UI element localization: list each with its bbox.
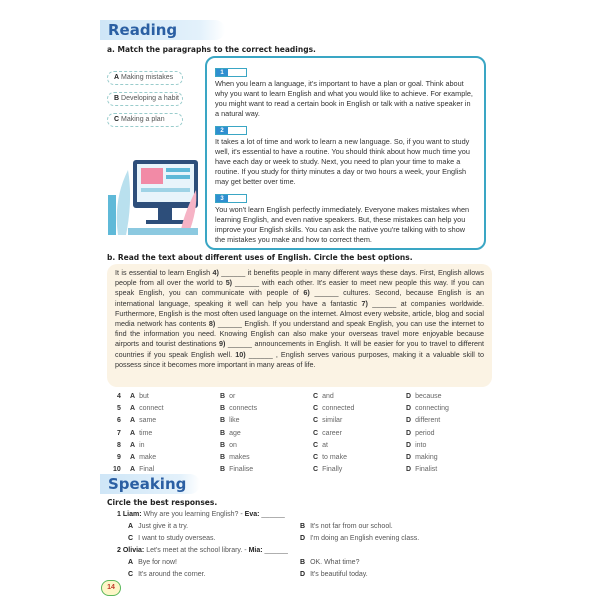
response-text: OK. What time? — [310, 559, 360, 566]
heading-text: Making a plan — [121, 116, 165, 123]
paragraph-number-box[interactable] — [215, 68, 247, 77]
option-text: and — [322, 393, 334, 400]
option-d[interactable] — [406, 393, 442, 400]
option-number: 9 — [117, 454, 121, 461]
question-responder: Mia: — [248, 547, 263, 554]
response-text: I'm doing an English evening class. — [310, 535, 420, 542]
option-letter: A — [130, 405, 136, 413]
heading-option — [107, 71, 183, 85]
option-letter: B — [220, 441, 226, 449]
option-b[interactable] — [220, 442, 237, 449]
question-n: 1 — [117, 511, 121, 518]
option-text: connected — [322, 405, 355, 413]
gap-number: 7) — [361, 298, 368, 308]
option-letter: D — [406, 417, 412, 425]
option-letter: C — [313, 429, 319, 437]
heading-option — [107, 113, 183, 127]
paragraph-number: 3 — [216, 195, 228, 202]
response-text: It's not far from our school. — [310, 523, 393, 530]
gap-number: 10) — [235, 349, 246, 359]
option-b[interactable] — [220, 430, 241, 437]
heading-text: Making mistakes — [121, 74, 174, 81]
option-letter: D — [406, 429, 412, 437]
speaking-title: Speaking — [100, 474, 200, 494]
option-text: to make — [322, 454, 347, 461]
option-c[interactable] — [313, 393, 334, 400]
option-d[interactable] — [406, 405, 449, 412]
option-a[interactable] — [130, 393, 149, 400]
text-segment: ______ announcements in English. It will be easier for you to travel to different countries if you speak English well. — [115, 339, 484, 359]
question-responder: Eva: — [244, 511, 260, 518]
option-text: Final — [139, 466, 155, 474]
response-text: I want to study overseas. — [138, 535, 216, 542]
option-text: Finalist — [415, 466, 438, 474]
option-letter: B — [220, 454, 226, 461]
response-letter: C — [128, 571, 134, 578]
instruction-a: a. Match the paragraphs to the correct headings. — [107, 45, 316, 54]
option-letter: B — [220, 393, 226, 400]
option-letter: B — [220, 466, 226, 474]
option-letter: C — [313, 417, 319, 425]
response-letter: A — [128, 523, 134, 530]
page-number: 14 — [101, 580, 121, 596]
option-text: in — [139, 441, 145, 449]
instruction-b: b. Read the text about different uses of English. Circle the best options. — [107, 253, 413, 262]
text-segment: ______ at companies worldwide. Furthermore, English is the most often used language on the internet. Almost every website, article, blog and social media network has contents — [115, 298, 484, 329]
question-speaker: Liam: — [122, 511, 142, 518]
question-n: 2 — [117, 547, 121, 554]
option-letter: D — [406, 441, 412, 449]
option-letter: C — [313, 454, 319, 461]
option-letter: A — [130, 454, 136, 461]
option-text: same — [139, 417, 157, 425]
speaking-instruction: Circle the best responses. — [107, 498, 218, 507]
option-text: like — [229, 417, 240, 425]
text-segment: It is essential to learn English — [115, 268, 213, 277]
option-a[interactable] — [130, 454, 156, 461]
option-text: connect — [139, 405, 164, 413]
option-text: or — [229, 393, 236, 400]
option-number: 6 — [117, 417, 121, 425]
response-letter: D — [300, 571, 306, 578]
heading-option — [107, 92, 183, 106]
option-letter: B — [220, 405, 226, 413]
paragraph-number: 1 — [216, 69, 228, 76]
gap-number: 4) — [212, 268, 219, 277]
option-a[interactable] — [130, 417, 156, 424]
option-number: 7 — [117, 429, 121, 437]
heading-text: Developing a habit — [121, 95, 180, 102]
option-letter: C — [313, 405, 319, 413]
option-letter: A — [130, 393, 136, 400]
option-d[interactable] — [406, 454, 438, 461]
option-text: connects — [229, 405, 258, 413]
option-letter: A — [130, 466, 136, 474]
response-letter: B — [300, 523, 306, 530]
question-speaker: Olivia: — [122, 547, 145, 554]
option-letter: B — [220, 429, 226, 437]
option-letter: D — [406, 454, 412, 461]
option-letter: D — [406, 393, 412, 400]
paragraph-text: You won't learn English perfectly immediately. Everyone makes mistakes when learning English, and even native speakers. But, these mistakes can help you improve your English skills. You can ask the native you're talking with to show the mistakes you make and how to correct them. — [215, 205, 470, 244]
response-letter: C — [128, 535, 134, 542]
option-c[interactable] — [313, 405, 354, 412]
response-c[interactable] — [128, 535, 216, 542]
option-text: but — [139, 393, 149, 400]
option-text: career — [322, 429, 342, 437]
text-segment: ______ cultures. Second, because English is an international language, speaking it well can help you have a fantastic — [115, 288, 484, 308]
question-q: Why are you learning English? - — [143, 511, 243, 518]
heading-letter: C — [114, 116, 120, 123]
option-d[interactable] — [406, 466, 437, 473]
response-letter: D — [300, 535, 306, 542]
option-a[interactable] — [130, 430, 152, 437]
text-segment: ______ , English serves various purposes, making it a valuable skill to possess since it becomes more important in many areas of life. — [115, 349, 484, 369]
gap-number: 9) — [219, 339, 226, 349]
response-text: Just give it a try. — [138, 523, 189, 530]
response-letter: B — [300, 559, 306, 566]
paragraph-number-box[interactable] — [215, 126, 247, 135]
option-c[interactable] — [313, 430, 342, 437]
option-text: Finally — [322, 466, 343, 474]
option-a[interactable] — [130, 405, 164, 412]
option-text: connecting — [415, 405, 449, 413]
response-text: It's around the corner. — [138, 571, 206, 578]
option-text: make — [139, 454, 157, 461]
option-text: into — [415, 441, 427, 449]
option-a[interactable] — [130, 466, 154, 473]
response-b[interactable] — [300, 559, 359, 566]
question-blank: ______ — [264, 547, 288, 554]
question-q: Let's meet at the school library. - — [146, 547, 247, 554]
option-d[interactable] — [406, 417, 440, 424]
option-a[interactable] — [130, 442, 145, 449]
text-segment: ______ English. If you understand and speak English, you can use the internet to find the information you need. Knowing English can also make your overseas travel more enjoyable because airports and tourist destinations — [115, 319, 484, 349]
response-c[interactable] — [128, 571, 206, 578]
option-number: 10 — [113, 466, 121, 474]
response-letter: A — [128, 559, 134, 566]
option-d[interactable] — [406, 430, 435, 437]
gap-number: 8) — [208, 319, 216, 329]
paragraph-number: 2 — [216, 127, 228, 134]
response-d[interactable] — [300, 535, 419, 542]
option-b[interactable] — [220, 393, 235, 400]
option-c[interactable] — [313, 454, 347, 461]
response-b[interactable] — [300, 523, 393, 530]
option-text: making — [415, 454, 438, 461]
option-text: age — [229, 429, 241, 437]
option-letter: A — [130, 417, 136, 425]
option-text: period — [415, 429, 435, 437]
option-letter: C — [313, 466, 319, 474]
option-c[interactable] — [313, 442, 328, 449]
question-blank: ______ — [261, 511, 285, 518]
option-number: 4 — [117, 393, 121, 400]
response-a[interactable] — [128, 559, 177, 566]
option-letter: B — [220, 417, 226, 425]
option-text: Finalise — [229, 466, 254, 474]
speaking-question — [117, 511, 285, 518]
paragraph-text: When you learn a language, it's important to have a plan or goal. Think about why you want to learn English and what you would like to achieve. For example, you might want to read a certain book in English or talk with a native speaker in a natural way. — [215, 79, 473, 118]
gap-fill-text — [107, 264, 492, 387]
paragraphs-box — [205, 56, 486, 250]
option-letter: C — [313, 441, 319, 449]
option-b[interactable] — [220, 417, 240, 424]
paragraph-number-box[interactable] — [215, 194, 247, 203]
option-letter: D — [406, 466, 412, 474]
text-segment: ______ with each other. It's easier to meet new people this way. If you can speak English, you can communicate with people of — [115, 278, 484, 298]
option-text: on — [229, 441, 237, 449]
option-text: time — [139, 429, 153, 437]
option-text: at — [322, 441, 328, 449]
option-c[interactable] — [313, 417, 342, 424]
option-number: 8 — [117, 441, 121, 449]
option-text: because — [415, 393, 442, 400]
response-a[interactable] — [128, 523, 188, 530]
gap-number: 6) — [303, 288, 310, 298]
paragraph-text: It takes a lot of time and work to learn a new language. So, if you want to study well, it's essential to have a routine. You should think about how much time you have each day or week to study. Next, you need to plan your time to make a routine. If you study for thirty minutes a day or two hours a week, your English may get better over time. — [215, 137, 470, 186]
option-text: makes — [229, 454, 250, 461]
speaking-question — [117, 547, 288, 554]
option-letter: A — [130, 429, 136, 437]
option-number: 5 — [117, 405, 121, 413]
heading-letter: B — [114, 95, 120, 102]
gap-number: 5) — [225, 278, 233, 288]
heading-letter: A — [114, 74, 120, 81]
option-b[interactable] — [220, 454, 250, 461]
option-text: different — [415, 417, 441, 425]
response-text: Bye for now! — [138, 559, 177, 566]
reading-title: Reading — [100, 20, 225, 40]
option-b[interactable] — [220, 466, 253, 473]
response-text: It's beautiful today. — [310, 571, 368, 578]
option-letter: C — [313, 393, 319, 400]
option-letter: A — [130, 441, 136, 449]
option-d[interactable] — [406, 442, 426, 449]
text-segment: ______ it benefits people in many different ways these days. First, English allows people from all over the world to — [115, 268, 484, 288]
option-c[interactable] — [313, 466, 342, 473]
option-text: similar — [322, 417, 343, 425]
option-b[interactable] — [220, 405, 257, 412]
option-letter: D — [406, 405, 412, 413]
response-d[interactable] — [300, 571, 368, 578]
computer-illustration — [108, 140, 203, 240]
